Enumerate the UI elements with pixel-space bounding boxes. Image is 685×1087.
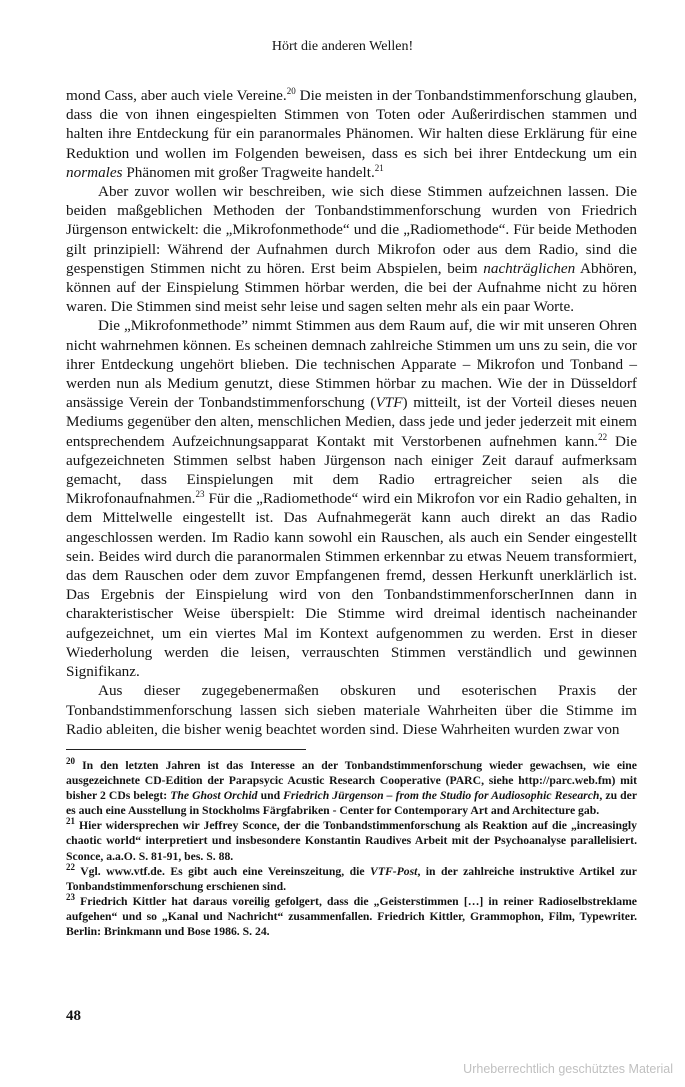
footnote-separator bbox=[66, 749, 306, 750]
footnote-ref-22: 22 bbox=[598, 431, 608, 442]
text-run: und bbox=[257, 789, 284, 803]
text-run: Die aufgezeichneten Stimmen selbst haben Jürgenson nach einiger Zeit darauf aufmerksam gemacht, dass Einspielungen mit dem Radio ertragreicher seien als die Mikrofonaufnahmen. bbox=[66, 432, 637, 508]
text-run: ) mitteilt, ist der Vorteil dieses neuen Mediums gegenüber den alten, menschlichen Medien, dass jede und jeder jederzeit mit einem entsprechendem Aufzeichnungsapparat Kontakt mit Verstorbenen aufnehmen kann. bbox=[66, 394, 637, 450]
text-run: Phänomen mit großer Tragweite handelt. bbox=[122, 163, 375, 181]
text-run: Für die „Radiomethode“ wird ein Mikrofon vor ein Radio gehalten, in dem Mittelwelle eingestellt ist. Das Aufnahmegerät kann auch direkt an das Radio angeschlossen werden. Im Radio kann sowohl ein Rauschen, als auch ein Sender eingestellt sein. Beides wird durch die paranormalen Stimmen erkennbar zu etwas Neuem transformiert, das dem Rauschen oder dem zuvor Empfangenen fremd, dessen Herkunft unerklärlich ist. Das Ergebnis der Einspielung wird von den TonbandstimmenforscherInnen dann in charakteristischer Weise überspielt: Die Stimme wird dreimal identisch nacheinander aufgezeichnet, um ein viertes Mal im Kontext aufgenommen zu werden. Erst in dieser Wiederholung werden die leisen, verrauschten Stimmen verständlich und gewinnen Signifikanz. bbox=[66, 490, 637, 681]
footnote-20 bbox=[66, 758, 637, 818]
footnote-number: 22 bbox=[66, 861, 75, 872]
emphasis: nachträglichen bbox=[483, 259, 576, 277]
text-run: , zu der es auch eine Ausstellung in Stockholms Färgfabriken - Center for Contemporary Art and Architecture gab. bbox=[66, 789, 638, 818]
text-run: Hier widersprechen wir Jeffrey Sconce, der die Tonbandstimmenforschung als Reaktion auf die „increasingly chaotic world“ interpretiert und insbesondere Konstantin Raudives Arbeit mit der Psychoanalyse parallelisiert. Sconce, a.a.O. S. 81-91, bes. S. 88. bbox=[66, 819, 637, 863]
text-run: , in der zahlreiche instruktive Artikel zur Tonbandstimmenforschung erschienen sind. bbox=[66, 864, 637, 893]
text-run: Friedrich Kittler hat daraus voreilig gefolgert, dass die „Geisterstimmen […] in reiner Radioselbstreklame aufgehen“ und so „Kanal und Nachricht“ zusammenfallen. Friedrich Kittler, Grammophon, Film, Typewriter. Berlin: Brinkmann und Bose 1986. S. 24. bbox=[66, 894, 637, 939]
footnote-22 bbox=[66, 861, 637, 894]
text-run: Aber zuvor wollen wir beschreiben, wie sich diese Stimmen aufzeichnen lassen. Die beiden maßgeblichen Methoden der Tonbandstimmenforschung wurden von Friedrich Jürgenson entwickelt: die „Mikrofonmethode“ und die „Radiomethode“. Für beide Methoden gilt prinzipiell: Während der Aufnahmen durch Mikrofon oder aus dem Radio, sind die gespenstigen Stimmen nicht zu hören. Erst beim Abspielen, beim bbox=[66, 183, 637, 277]
paragraph-4: Aus dieser zugegebenermaßen obskuren und esoterischen Praxis der Tonbandstimmenforschung lassen sich sieben materiale Wahrheiten über die Stimme im Radio ableiten, die bisher wenig beachtet worden sind. Diese Wahrheiten wurden zwar von bbox=[66, 682, 637, 738]
text-run: Die „Mikrofonmethode” nimmt Stimmen aus dem Raum auf, die wir mit unseren Ohren nicht wahrnehmen können. Es scheinen demnach zahlreiche Stimmen um uns zu sein, die vor ihrer Entdeckung ungehört blieben. Die technischen Apparate – Mikrofon und Tonband – werden nun als Medium genutzt, diese Stimmen hörbar zu machen. Wie der in Düsseldorf ansässige Verein der Tonbandstimmenforschung ( bbox=[66, 317, 637, 412]
main-text bbox=[66, 86, 637, 739]
footnote-ref-21: 21 bbox=[374, 162, 384, 173]
footnotes bbox=[66, 758, 637, 939]
watermark: Urheberrechtlich geschütztes Material bbox=[463, 1062, 673, 1076]
footnote-ref-23: 23 bbox=[195, 489, 205, 500]
emphasis: Friedrich Jürgenson – from the Studio for Audiosophic Research bbox=[283, 789, 600, 803]
paragraph-2 bbox=[66, 182, 637, 316]
footnote-number: 20 bbox=[66, 756, 75, 767]
text-run: Vgl. www.vtf.de. Es gibt auch eine Vereinszeitung, die bbox=[75, 864, 371, 878]
footnote-ref-20: 20 bbox=[286, 85, 296, 96]
text-run: Abhören, können auf der Einspielung Stimmen hörbar werden, die bei der Aufnahme nicht zu hören waren. Die Stimmen sind meist sehr leise und sagen selten mehr als ein paar Worte. bbox=[66, 259, 637, 316]
running-head: Hört die anderen Wellen! bbox=[271, 39, 414, 54]
paragraph-3 bbox=[66, 316, 637, 681]
emphasis: The Ghost Orchid bbox=[170, 789, 258, 803]
text-run: Die meisten in der Tonbandstimmenforschung glauben, dass die von ihnen eingespielten Stimmen von Toten oder Außerirdischen stammen und halten ihre Entdeckung für ein paranormales Phänomen. Wir halten diese Erklärung für eine Reduktion und wollen im Folgenden beweisen, dass es sich bei ihrer Entdeckung um ein bbox=[66, 87, 637, 162]
text-run: mond Cass, aber auch viele Vereine. bbox=[66, 87, 287, 104]
footnote-number: 21 bbox=[66, 816, 75, 827]
emphasis: VTF bbox=[375, 394, 403, 412]
footnote-number: 23 bbox=[66, 891, 75, 902]
page-number: 48 bbox=[66, 1008, 81, 1024]
footnote-23 bbox=[66, 891, 637, 939]
paragraph-1 bbox=[66, 86, 637, 182]
text-run: In den letzten Jahren ist das Interesse an der Tonbandstimmenforschung wieder gewachsen, wie eine ausgezeichnete CD-Edition der Parapsycic Acustic Research Cooperative (PARC, siehe http://parc.web.fm) mit bisher 2 CDs belegt: bbox=[66, 759, 637, 803]
emphasis: VTF-Post bbox=[370, 864, 418, 878]
emphasis: normales bbox=[66, 163, 123, 181]
footnote-21 bbox=[66, 818, 637, 863]
